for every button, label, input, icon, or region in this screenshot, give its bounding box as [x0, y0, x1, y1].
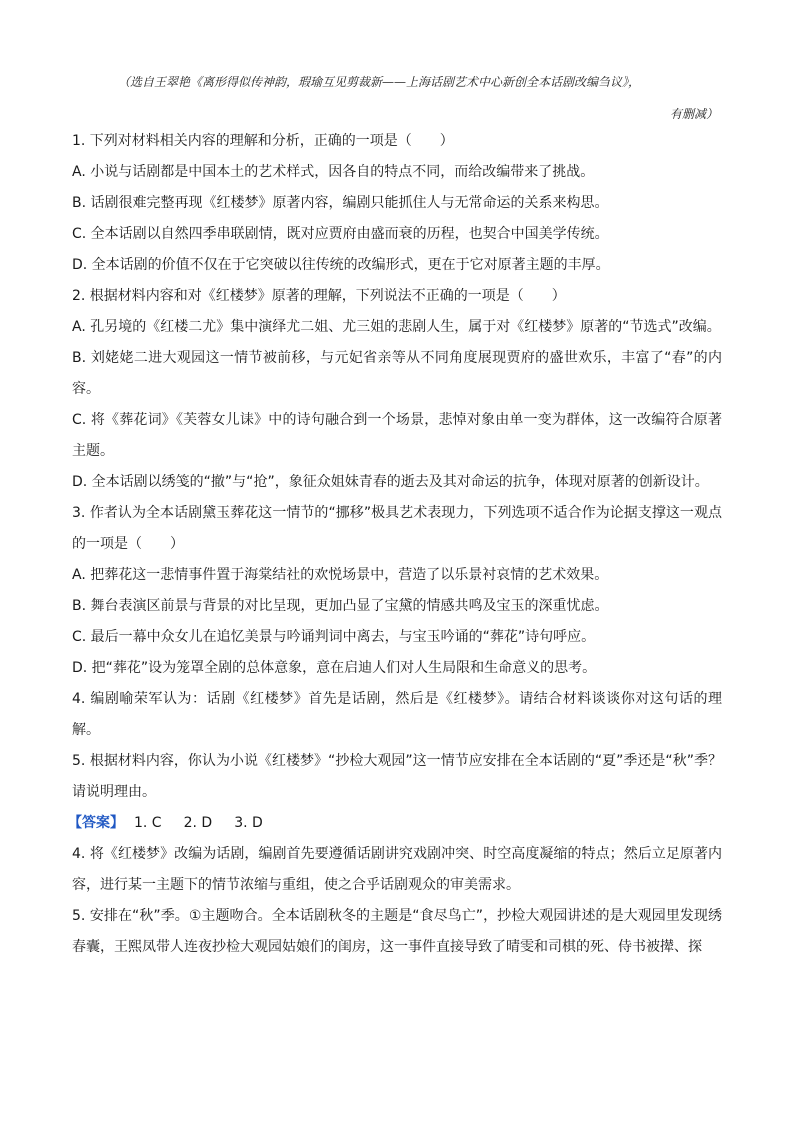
question-3-stem: 3. 作者认为全本话剧黛玉葬花这一情节的“挪移”极具艺术表现力，下列选项不适合作为论据支撑这一观点的一项是（ ） — [72, 505, 722, 552]
source-citation-line1: （选自王翠艳《离形得似传神韵，瑕瑜互见剪裁新——上海话剧艺术中心新创全本话剧改编刍议》， — [118, 75, 641, 89]
question-5-stem: 5. 根据材料内容，你认为小说《红楼梦》“抄检大观园”这一情节应安排在全本话剧的“夏”季还是“秋”季？请说明理由。 — [72, 753, 722, 800]
question-1-option-b: B. 话剧很难完整再现《红楼梦》原著内容，编剧只能抓住人与无常命运的关系来构思。 — [72, 195, 609, 211]
answer-key — [68, 808, 722, 839]
question-2-option-c: C. 将《葬花词》《芙蓉女儿诔》中的诗句融合到一个场景，悲悼对象由单一变为群体，这一改编符合原著主题。 — [72, 412, 722, 459]
question-1-option-d: D. 全本话剧的价值不仅在于它突破以往传统的改编形式，更在于它对原著主题的丰厚。 — [72, 257, 610, 273]
question-3-option-d: D. 把“葬花”设为笼罩全剧的总体意象，意在启迪人们对人生局限和生命意义的思考。 — [72, 660, 597, 676]
question-1-stem: 1. 下列对材料相关内容的理解和分析，正确的一项是（ ） — [72, 133, 454, 149]
answer-5: 5. 安排在“秋”季。①主题吻合。全本话剧秋冬的主题是“食尽鸟亡”，抄检大观园讲述的是大观园里发现绣春囊，王熙凤带人连夜抄检大观园姑娘们的闺房，这一事件直接导致了晴雯和司棋的死、侍书被撵、探 — [72, 908, 722, 955]
answer-tag: 【答案】 — [68, 815, 124, 831]
answer-item-2: 2. D — [183, 815, 213, 831]
question-2-stem: 2. 根据材料内容和对《红楼梦》原著的理解，下列说法不正确的一项是（ ） — [72, 288, 566, 304]
question-4-stem: 4. 编剧喻荣军认为：话剧《红楼梦》首先是话剧，然后是《红楼梦》。请结合材料谈谈你对这句话的理解。 — [72, 691, 722, 738]
question-1-option-c: C. 全本话剧以自然四季串联剧情，既对应贾府由盛而衰的历程，也契合中国美学传统。 — [72, 226, 609, 242]
answer-item-1: 1. C — [134, 815, 162, 831]
question-3-option-c: C. 最后一幕中众女儿在追忆美景与吟诵判词中离去，与宝玉吟诵的“葬花”诗句呼应。 — [72, 629, 596, 645]
question-2-option-d: D. 全本话剧以绣笺的“撤”与“抢”，象征众姐妹青春的逝去及其对命运的抗争，体现对原著的创新设计。 — [72, 474, 709, 490]
question-2-option-a: A. 孔另境的《红楼二尤》集中演绎尤二姐、尤三姐的悲剧人生，属于对《红楼梦》原著的“节选式”改编。 — [72, 319, 721, 335]
question-3-option-b: B. 舞台表演区前景与背景的对比呈现，更加凸显了宝黛的情感共鸣及宝玉的深重忧虑。 — [72, 598, 609, 614]
question-2-option-b: B. 刘姥姥二进大观园这一情节被前移，与元妃省亲等从不同角度展现贾府的盛世欢乐，丰富了“春”的内容。 — [72, 350, 722, 397]
answer-item-3: 3. D — [234, 815, 263, 831]
question-3-option-a: A. 把葬花这一悲情事件置于海棠结社的欢悦场景中，营造了以乐景衬哀情的艺术效果。 — [72, 567, 609, 583]
question-1-option-a: A. 小说与话剧都是中国本土的艺术样式，因各自的特点不同，而给改编带来了挑战。 — [72, 164, 595, 180]
answer-4: 4. 将《红楼梦》改编为话剧，编剧首先要遵循话剧讲究戏剧冲突、时空高度凝缩的特点；然后立足原著内容，进行某一主题下的情节浓缩与重组，使之合乎话剧观众的审美需求。 — [72, 846, 722, 893]
source-citation-line2: 有删减） — [669, 107, 718, 121]
source-citation — [118, 66, 718, 130]
questions-section — [68, 126, 722, 963]
